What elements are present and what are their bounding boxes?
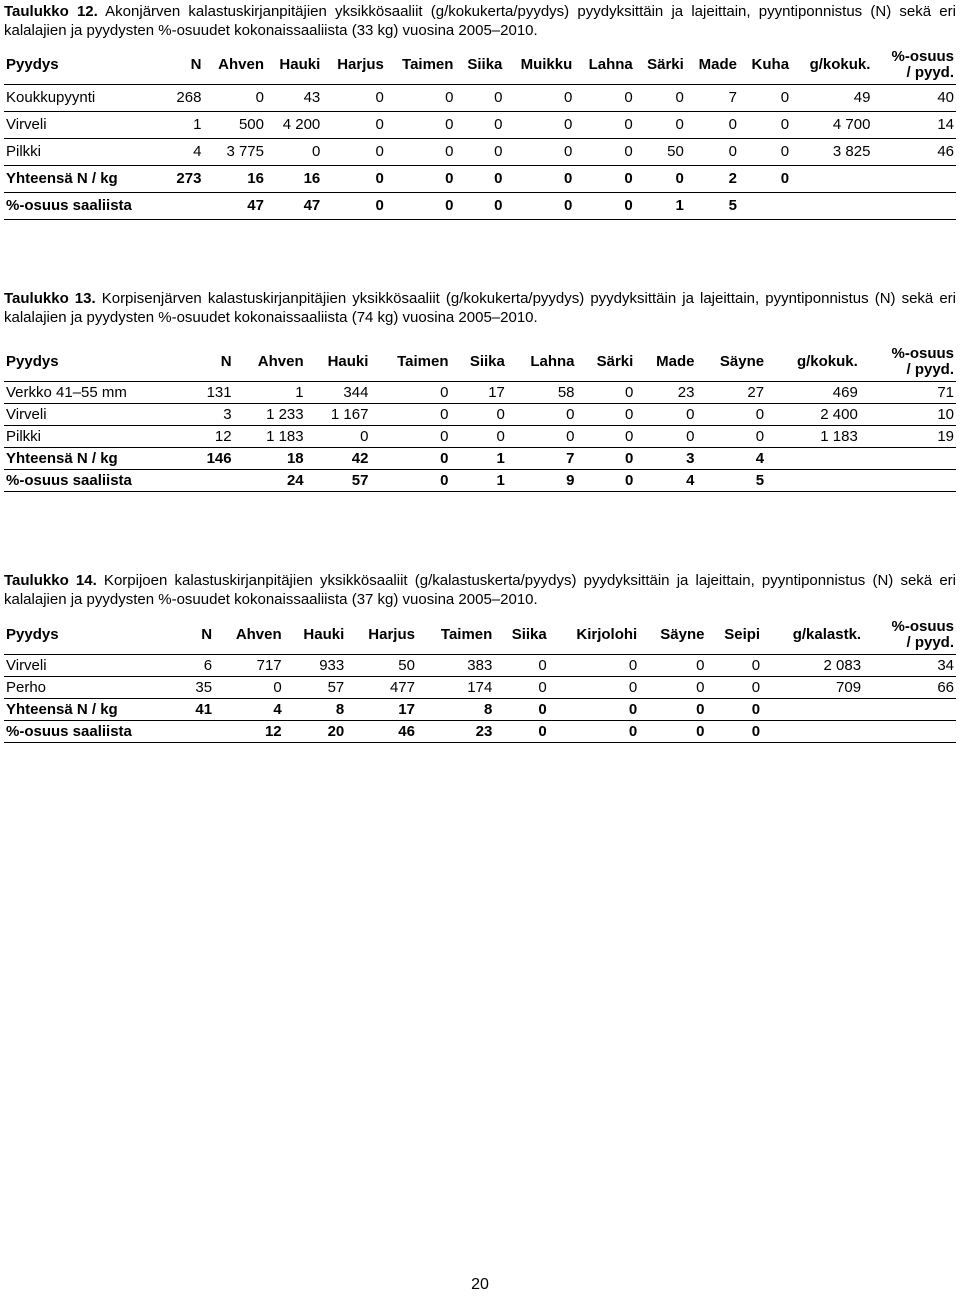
table-13 — [4, 343, 956, 492]
table-header-row — [4, 343, 956, 381]
row-label: Koukkupyynti — [6, 89, 96, 106]
table-cell: 0 — [445, 143, 454, 160]
table-cell: 9 — [566, 471, 575, 489]
table-cell: 0 — [538, 722, 547, 740]
row-label: Virveli — [6, 116, 47, 133]
column-header: Kuha — [739, 46, 791, 84]
table-14 — [4, 616, 956, 743]
table-cell: 0 — [751, 700, 761, 718]
table-cell — [766, 469, 860, 491]
column-header: Made — [686, 46, 739, 84]
column-header: g/kalastk. — [762, 616, 863, 654]
table-cell: 0 — [255, 89, 264, 106]
table-cell: 0 — [496, 427, 505, 445]
table-cell: 58 — [557, 383, 575, 401]
row-label: Yhteensä N / kg — [6, 700, 118, 718]
table-cell: 50 — [667, 143, 684, 160]
page-number: 20 — [471, 1276, 489, 1293]
table-cell: 0 — [496, 405, 505, 423]
table-cell: 0 — [624, 405, 634, 423]
table-cell — [739, 192, 791, 219]
column-header: Lahna — [574, 46, 634, 84]
table-cell: 0 — [375, 116, 384, 133]
table-cell — [791, 192, 872, 219]
table-cell: 50 — [398, 656, 415, 674]
column-header: N — [185, 616, 214, 654]
table-cell: 0 — [728, 143, 737, 160]
table-cell: 19 — [937, 427, 954, 445]
column-header: N — [167, 46, 203, 84]
table-cell: 0 — [628, 700, 638, 718]
table-row — [4, 720, 956, 742]
table-header-row — [4, 46, 956, 84]
table-cell: 20 — [327, 722, 345, 740]
row-label: Verkko 41–55 mm — [6, 383, 127, 401]
column-header: Hauki — [284, 616, 347, 654]
table-cell: 0 — [375, 143, 384, 160]
table-cell: 57 — [351, 471, 369, 489]
row-label: Virveli — [6, 656, 47, 674]
table-cell: 43 — [303, 89, 321, 106]
table-cell — [863, 720, 956, 742]
table-cell: 2 083 — [823, 656, 862, 674]
table-row — [4, 138, 956, 165]
table-cell — [762, 720, 863, 742]
table-cell: 0 — [445, 170, 454, 187]
table-cell: 2 400 — [820, 405, 858, 423]
table-cell — [860, 469, 956, 491]
table-cell — [766, 447, 860, 469]
table-cell: 131 — [206, 383, 232, 401]
table-cell: 0 — [624, 116, 633, 133]
row-label: %-osuus saaliista — [6, 722, 132, 740]
table-14-caption-text: Korpijoen kalastuskirjanpitäjien yksikkösaaliit (g/kalastuskerta/pyydys) pyydyksittäin ja lajeittain, pyyntiponnistus (N) sekä eri kalalajien ja pyydysten %-osuudet kokonaissaaliista (37 kg) vuosina 2005–2010. — [4, 572, 956, 608]
table-cell: 477 — [389, 678, 415, 696]
table-cell: 0 — [563, 89, 573, 106]
table-cell: 17 — [488, 383, 505, 401]
table-cell: 3 — [223, 405, 232, 423]
column-header: Taimen — [386, 46, 456, 84]
table-cell: 0 — [675, 89, 684, 106]
table-cell: 1 167 — [330, 405, 369, 423]
column-header: Siika — [455, 46, 504, 84]
table-cell: 0 — [624, 383, 634, 401]
table-cell: 0 — [440, 449, 449, 467]
table-cell: 0 — [538, 678, 547, 696]
row-label: Yhteensä N / kg — [6, 170, 118, 187]
column-header: Hauki — [306, 343, 371, 381]
table-cell: 1 — [295, 383, 304, 401]
table-cell: 0 — [624, 89, 633, 106]
table-cell: 0 — [360, 427, 369, 445]
table-cell: 4 — [193, 143, 202, 160]
table-cell: 57 — [327, 678, 345, 696]
column-header: Säyne — [696, 343, 766, 381]
table-cell: 0 — [755, 405, 765, 423]
table-12 — [4, 46, 956, 220]
table-row — [4, 698, 956, 720]
row-label: Virveli — [6, 405, 47, 423]
table-cell: 0 — [696, 678, 705, 696]
table-cell: 1 — [496, 471, 505, 489]
table-cell: 0 — [566, 427, 575, 445]
table-cell: 0 — [624, 449, 634, 467]
column-header: Ahven — [203, 46, 266, 84]
table-cell: 0 — [440, 383, 449, 401]
table-cell: 1 183 — [820, 427, 858, 445]
table-cell: 500 — [238, 116, 264, 133]
table-cell: 0 — [624, 427, 634, 445]
column-header: Pyydys — [4, 46, 167, 84]
table-cell: 46 — [398, 722, 415, 740]
table-cell: 7 — [566, 449, 575, 467]
table-cell: 344 — [343, 383, 369, 401]
table-cell: 40 — [937, 89, 954, 106]
table-cell: 47 — [303, 197, 321, 214]
table-row — [4, 403, 956, 425]
table-cell: 469 — [832, 383, 858, 401]
table-cell: 16 — [303, 170, 321, 187]
table-cell: 46 — [937, 143, 954, 160]
table-cell: 0 — [311, 143, 321, 160]
table-cell — [872, 165, 956, 192]
table-cell: 0 — [445, 197, 454, 214]
column-header: Ahven — [214, 616, 284, 654]
table-row — [4, 425, 956, 447]
row-label: Perho — [6, 678, 47, 696]
table-cell: 0 — [780, 116, 790, 133]
table-cell: 0 — [780, 89, 790, 106]
table-cell: 146 — [206, 449, 232, 467]
table-cell — [192, 469, 234, 491]
table-cell: 0 — [675, 170, 684, 187]
table-13-label: Taulukko 13. — [4, 290, 96, 307]
column-header: g/kokuk. — [766, 343, 860, 381]
table-cell: 35 — [195, 678, 213, 696]
row-label: %-osuus saaliista — [6, 471, 132, 489]
table-cell: 4 — [273, 700, 282, 718]
table-cell: 6 — [203, 656, 213, 674]
table-row — [4, 165, 956, 192]
table-cell: 717 — [256, 656, 282, 674]
table-cell: 0 — [686, 405, 695, 423]
table-cell: 23 — [475, 722, 493, 740]
table-cell: 4 200 — [282, 116, 321, 133]
table-header-row — [4, 616, 956, 654]
table-12-label: Taulukko 12. — [4, 3, 98, 20]
table-cell: 12 — [264, 722, 282, 740]
table-cell: 0 — [440, 427, 449, 445]
table-cell: 2 — [728, 170, 737, 187]
table-cell: 7 — [728, 89, 737, 106]
table-row — [4, 84, 956, 111]
row-label: %-osuus saaliista — [6, 197, 132, 214]
column-header: Muikku — [504, 46, 574, 84]
table-row — [4, 654, 956, 676]
table-cell: 383 — [467, 656, 493, 674]
table-cell: 0 — [375, 89, 384, 106]
table-cell: 41 — [195, 700, 213, 718]
row-label: Pilkki — [6, 143, 42, 160]
table-cell: 27 — [747, 383, 765, 401]
table-cell: 268 — [176, 89, 202, 106]
table-cell: 0 — [696, 656, 705, 674]
table-cell: 0 — [624, 143, 633, 160]
table-cell: 5 — [755, 471, 765, 489]
column-header: %-osuus / pyyd. — [863, 616, 956, 654]
table-cell: 49 — [853, 89, 871, 106]
table-cell: 0 — [375, 197, 384, 214]
table-row — [4, 447, 956, 469]
table-cell: 10 — [937, 405, 954, 423]
column-header: Lahna — [507, 343, 577, 381]
table-cell: 47 — [247, 197, 264, 214]
table-cell: 0 — [440, 471, 449, 489]
table-14-label: Taulukko 14. — [4, 572, 97, 589]
column-header: Särki — [635, 46, 686, 84]
table-cell: 0 — [563, 170, 573, 187]
table-row — [4, 111, 956, 138]
table-cell: 709 — [836, 678, 862, 696]
table-cell: 0 — [696, 700, 705, 718]
table-cell: 0 — [686, 427, 695, 445]
table-cell: 1 — [675, 197, 684, 214]
column-header: N — [192, 343, 234, 381]
table-cell: 1 — [193, 116, 202, 133]
table-cell: 1 183 — [266, 427, 304, 445]
table-cell: 4 — [755, 449, 765, 467]
table-cell — [791, 165, 872, 192]
table-cell: 0 — [628, 678, 638, 696]
table-cell: 0 — [538, 700, 547, 718]
table-cell: 0 — [494, 197, 503, 214]
table-cell: 0 — [494, 170, 503, 187]
table-cell: 0 — [445, 89, 454, 106]
table-cell — [872, 192, 956, 219]
table-cell: 3 — [686, 449, 695, 467]
table-cell: 0 — [563, 197, 573, 214]
column-header: Hauki — [266, 46, 322, 84]
table-cell: 5 — [728, 197, 737, 214]
table-cell: 42 — [351, 449, 369, 467]
table-cell: 34 — [937, 656, 954, 674]
table-14-caption — [4, 571, 956, 609]
column-header: Siika — [450, 343, 506, 381]
table-cell: 24 — [286, 471, 304, 489]
column-header: Kirjolohi — [549, 616, 639, 654]
table-cell: 0 — [780, 143, 790, 160]
table-cell: 0 — [751, 722, 761, 740]
table-cell: 0 — [728, 116, 737, 133]
table-cell — [185, 720, 214, 742]
table-row — [4, 469, 956, 491]
table-cell: 0 — [751, 656, 761, 674]
table-cell: 12 — [214, 427, 232, 445]
table-cell — [167, 192, 203, 219]
column-header: %-osuus / pyyd. — [860, 343, 956, 381]
table-cell: 16 — [247, 170, 264, 187]
table-row — [4, 676, 956, 698]
table-cell — [860, 447, 956, 469]
table-cell: 1 — [496, 449, 505, 467]
table-cell: 0 — [624, 471, 634, 489]
table-cell: 66 — [937, 678, 954, 696]
table-cell — [762, 698, 863, 720]
column-header: Seipi — [706, 616, 762, 654]
table-cell: 0 — [494, 89, 503, 106]
table-cell: 1 233 — [266, 405, 304, 423]
table-cell: 0 — [566, 405, 575, 423]
column-header: Pyydys — [4, 616, 185, 654]
table-cell: 4 — [686, 471, 695, 489]
column-header: Taimen — [417, 616, 494, 654]
table-cell: 174 — [467, 678, 493, 696]
column-header: Harjus — [346, 616, 417, 654]
table-cell: 0 — [628, 722, 638, 740]
table-cell: 8 — [483, 700, 493, 718]
row-label: Pilkki — [6, 427, 42, 445]
table-cell: 3 825 — [832, 143, 871, 160]
table-cell: 23 — [677, 383, 695, 401]
table-cell: 0 — [563, 143, 573, 160]
table-cell: 0 — [755, 427, 765, 445]
table-cell: 0 — [628, 656, 638, 674]
table-cell: 0 — [624, 197, 633, 214]
table-cell: 933 — [319, 656, 345, 674]
table-cell: 3 775 — [226, 143, 264, 160]
column-header: Särki — [577, 343, 636, 381]
column-header: g/kokuk. — [791, 46, 872, 84]
table-cell: 17 — [398, 700, 415, 718]
column-header: Harjus — [322, 46, 386, 84]
table-cell: 0 — [538, 656, 547, 674]
table-cell: 0 — [563, 116, 573, 133]
table-cell: 0 — [494, 116, 503, 133]
column-header: Taimen — [370, 343, 450, 381]
table-12-caption-text: Akonjärven kalastuskirjanpitäjien yksikkösaaliit (g/kokukerta/pyydys) pyydyksittäin ja lajeittain, pyyntiponnistus (N) sekä eri kalalajien ja pyydysten %-osuudet kokonaissaaliista (33 kg) vuosina 2005–2010. — [4, 3, 956, 39]
table-cell: 0 — [494, 143, 503, 160]
table-13-caption-text: Korpisenjärven kalastuskirjanpitäjien yksikkösaaliit (g/kokukerta/pyydys) pyydyksittäin ja lajeittain, pyyntiponnistus (N) sekä eri kalalajien ja pyydysten %-osuudet kokonaissaaliista (74 kg) vuosina 2005–2010. — [4, 290, 956, 326]
row-label: Yhteensä N / kg — [6, 449, 118, 467]
table-13-caption — [4, 289, 956, 327]
table-cell: 8 — [335, 700, 345, 718]
table-cell: 0 — [440, 405, 449, 423]
table-cell: 71 — [937, 383, 954, 401]
table-cell: 4 700 — [832, 116, 871, 133]
table-cell: 0 — [751, 678, 761, 696]
column-header: Made — [635, 343, 696, 381]
table-cell: 0 — [624, 170, 633, 187]
table-cell: 273 — [176, 170, 202, 187]
table-cell: 0 — [445, 116, 454, 133]
table-cell: 0 — [375, 170, 384, 187]
table-cell: 0 — [780, 170, 790, 187]
column-header: Ahven — [234, 343, 306, 381]
table-row — [4, 192, 956, 219]
column-header: Pyydys — [4, 343, 192, 381]
column-header: Siika — [494, 616, 548, 654]
table-cell — [863, 698, 956, 720]
table-cell: 0 — [675, 116, 684, 133]
table-cell: 14 — [937, 116, 954, 133]
table-12-caption — [4, 2, 956, 40]
table-cell: 0 — [273, 678, 282, 696]
column-header: Säyne — [639, 616, 706, 654]
column-header: %-osuus / pyyd. — [872, 46, 956, 84]
table-cell: 18 — [286, 449, 304, 467]
table-cell: 0 — [696, 722, 705, 740]
table-row — [4, 381, 956, 403]
